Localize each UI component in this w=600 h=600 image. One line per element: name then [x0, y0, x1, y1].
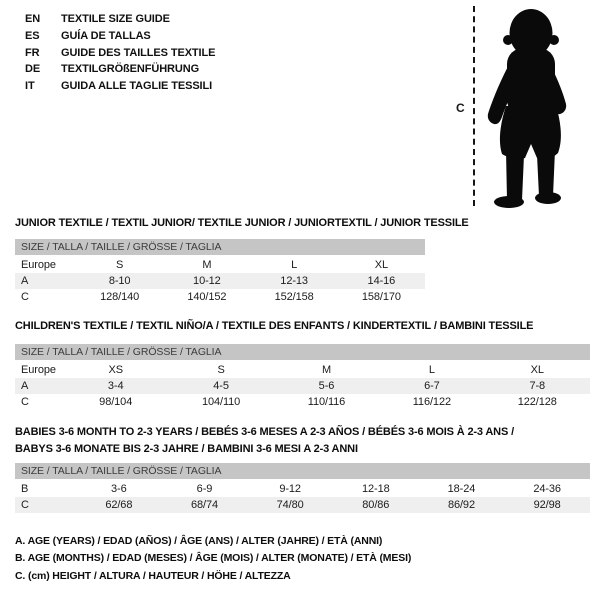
language-title: GUIDA ALLE TAGLIE TESSILI: [61, 80, 213, 93]
legend-notes: [15, 533, 411, 585]
cell-value: 74/80: [247, 497, 333, 513]
size-table-children: [15, 362, 590, 410]
cell-value: S: [116, 259, 124, 271]
table-row: [15, 378, 590, 394]
row-label: C: [21, 396, 29, 408]
section-title: BABIES 3-6 MONTH TO 2-3 YEARS / BEBÉS 3-6 MESES A 2-3 AÑOS / BÉBÉS 3-6 MOIS À 2-3 ANS /: [15, 426, 514, 438]
cell-value: 68/74: [162, 497, 248, 513]
cell-value: 116/122: [412, 396, 451, 408]
language-row: [25, 61, 215, 78]
cell-value: 8-10: [76, 273, 163, 289]
section-title-block: [15, 320, 590, 333]
cell-value: M: [202, 259, 212, 271]
baby-silhouette-icon: [478, 2, 598, 212]
row-label: B: [21, 483, 29, 495]
language-row: [25, 78, 215, 95]
height-measure-label: C: [456, 101, 465, 115]
section-title-block: [15, 424, 590, 457]
cell-value: 62/68: [76, 497, 162, 513]
section-children-textile: [15, 320, 590, 410]
size-header-bar: SIZE / TALLA / TAILLE / GRÖSSE / TAGLIA: [15, 239, 425, 255]
language-title: TEXTILGRÖßENFÜHRUNG: [61, 63, 200, 76]
cell-value: 110/116: [307, 396, 346, 408]
row-label: Europe: [21, 259, 56, 271]
cell-value: 158/170: [361, 291, 401, 303]
language-title: GUIDE DES TAILLES TEXTILE: [61, 46, 216, 59]
cell-value: 3-6: [111, 483, 127, 495]
language-row: [25, 28, 215, 45]
cell-value: 80/86: [333, 497, 419, 513]
row-label: C: [21, 291, 29, 303]
cell-value: 12-13: [251, 273, 338, 289]
cell-value: 9-12: [279, 483, 301, 495]
legend-note: C. (cm) HEIGHT / ALTURA / HAUTEUR / HÖHE / ALTEZZA: [15, 569, 291, 582]
cell-value: 128/140: [100, 291, 140, 303]
size-header-bar: SIZE / TALLA / TAILLE / GRÖSSE / TAGLIA: [15, 463, 590, 479]
cell-value: 7-8: [485, 378, 590, 394]
language-title: TEXTILE SIZE GUIDE: [61, 13, 170, 25]
cell-value: XS: [108, 364, 123, 376]
table-row: [15, 497, 590, 513]
section-title: CHILDREN'S TEXTILE / TEXTIL NIÑO/A / TEXTILE DES ENFANTS / KINDERTEXTIL / BAMBINI TESSILE: [15, 320, 534, 332]
language-code: IT: [25, 80, 35, 93]
row-label: C: [15, 497, 76, 513]
cell-value: 122/128: [517, 396, 557, 408]
section-babies-textile: [15, 424, 590, 513]
language-list: [25, 11, 215, 95]
cell-value: 4-5: [168, 378, 273, 394]
cell-value: 3-4: [63, 378, 168, 394]
cell-value: L: [428, 364, 435, 376]
section-title-block: [15, 217, 469, 230]
section-title: JUNIOR TEXTILE / TEXTIL JUNIOR/ TEXTILE JUNIOR / JUNIORTEXTIL / JUNIOR TESSILE: [15, 217, 469, 229]
table-row: [15, 289, 425, 305]
cell-value: 12-18: [361, 483, 390, 495]
cell-value: 140/152: [187, 291, 227, 303]
language-code: DE: [25, 63, 41, 76]
cell-value: 86/92: [419, 497, 505, 513]
language-title: GUÍA DE TALLAS: [61, 29, 151, 42]
language-row: [25, 11, 215, 28]
section-title: BABYS 3-6 MONATE BIS 2-3 JAHRE / BAMBINI 3-6 MESI A 2-3 ANNI: [15, 442, 358, 455]
language-code: FR: [25, 46, 40, 59]
size-table-babies: [15, 481, 590, 513]
legend-note: B. AGE (MONTHS) / EDAD (MESES) / ÂGE (MOIS) / ALTER (MONATE) / ETÀ (MESI): [15, 552, 412, 565]
cell-value: 10-12: [163, 273, 250, 289]
table-row: [15, 257, 425, 273]
table-row: [15, 394, 590, 410]
cell-value: 6-7: [379, 378, 484, 394]
language-code: EN: [25, 13, 41, 25]
cell-value: 18-24: [447, 483, 476, 495]
cell-value: M: [321, 364, 332, 376]
cell-value: 98/104: [99, 396, 133, 408]
cell-value: 14-16: [338, 273, 425, 289]
legend-note: A. AGE (YEARS) / EDAD (AÑOS) / ÂGE (ANS) / ALTER (JAHRE) / ETÀ (ANNI): [15, 535, 383, 547]
cell-value: XL: [530, 364, 544, 376]
cell-value: 5-6: [274, 378, 379, 394]
table-row: [15, 273, 425, 289]
row-label: A: [15, 378, 63, 394]
cell-value: 6-9: [196, 483, 213, 495]
cell-value: 92/98: [504, 497, 590, 513]
cell-value: 104/110: [201, 396, 241, 408]
row-label: A: [15, 273, 76, 289]
size-table-junior: [15, 257, 425, 305]
height-measure-dashed-line: [473, 6, 475, 206]
cell-value: 152/158: [274, 291, 314, 303]
cell-value: XL: [374, 259, 388, 271]
language-row: [25, 45, 215, 62]
table-row: [15, 481, 590, 497]
section-junior-textile: [15, 217, 469, 305]
size-header-bar: SIZE / TALLA / TAILLE / GRÖSSE / TAGLIA: [15, 344, 590, 360]
cell-value: S: [217, 364, 225, 376]
cell-value: 24-36: [533, 483, 561, 495]
row-label: Europe: [21, 364, 56, 376]
table-row: [15, 362, 590, 378]
language-code: ES: [25, 29, 40, 42]
cell-value: L: [291, 259, 298, 271]
